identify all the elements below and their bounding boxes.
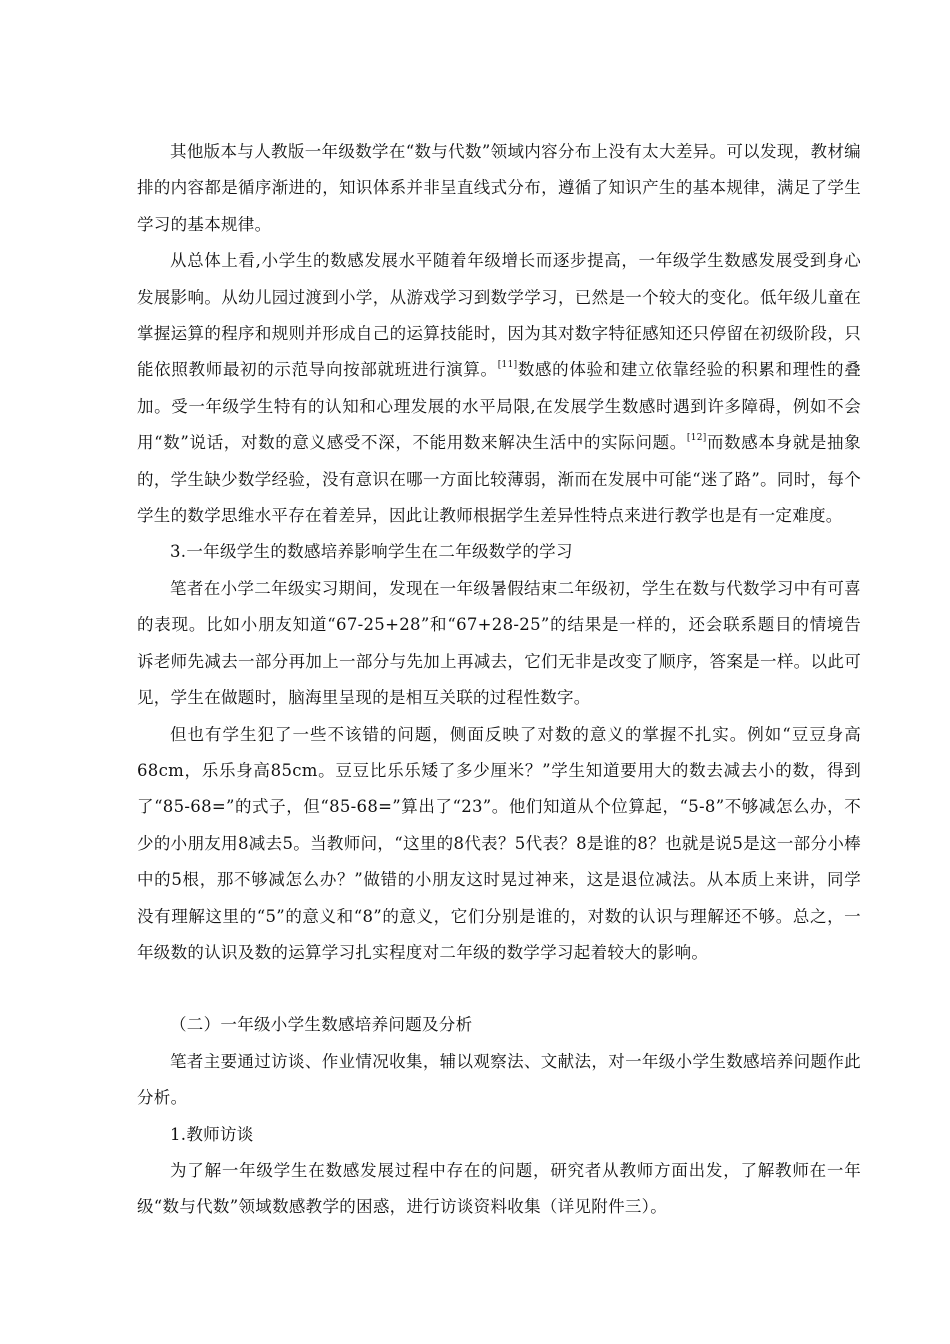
paragraph-research-methods: 笔者主要通过访谈、作业情况收集，辅以观察法、文献法，对一年级小学生数感培养问题作此分析。 (137, 1051, 861, 1108)
paragraph-text-segment: 数感的体验和建立依靠经验的积累和理性的叠加。受一年级学生特有的认知和心理发展的水平局限,在发展学生数感时遇到许多障碍，例如不会用“数”说话，对数的意义感受不深，不能用数来解决生活中的实际问题。 (137, 360, 861, 453)
section-heading-problems-analysis: （二）一年级小学生数感培养问题及分析 (170, 1015, 473, 1035)
paragraph-number-sense-development (137, 243, 861, 534)
paragraph-textbook-comparison: 其他版本与人教版一年级数学在“数与代数”领域内容分布上没有太大差异。可以发现，教材编排的内容都是循序渐进的，知识体系并非呈直线式分布，遵循了知识产生的基本规律，满足了学生学习的基本规律。 (137, 142, 861, 234)
document-body (137, 134, 861, 1226)
paragraph-text-segment: 而数感本身就是抽象的，学生缺少数学经验，没有意识在哪一方面比较薄弱，渐而在发展中可能“迷了路”。同时，每个学生的数学思维水平存在着差异，因此让教师根据学生差异性特点来进行教学也是有一定难度。 (137, 433, 861, 526)
paragraph-interview-purpose: 为了解一年级学生在数感发展过程中存在的问题，研究者从教师方面出发，了解教师在一年级“数与代数”领域数感教学的困惑，进行访谈资料收集（详见附件三）。 (137, 1160, 861, 1217)
paragraph-text-segment: 从总体上看,小学生的数感发展水平随着年级增长而逐步提高，一年级学生数感发展受到身心发展影响。从幼儿园过渡到小学，从游戏学习到数学学习，已然是一个较大的变化。低年级儿童在掌握运算的程序和规则并形成自己的运算技能时，因为其对数字特征感知还只停留在初级阶段，只能依照教师最初的示范导向按部就班进行演算。 (137, 251, 861, 380)
paragraph-subtraction-example: 但也有学生犯了一些不该错的问题，侧面反映了对数的意义的掌握不扎实。例如“豆豆身高68cm，乐乐身高85cm。豆豆比乐乐矮了多少厘米？”学生知道要用大的数去减去小的数，得到了“85-68=”的式子，但“85-68=”算出了“23”。他们知道从个位算起，“5-8”不够减怎么办，不少的小朋友用8减去5。当教师问，“这里的8代表？5代表？8是谁的8？也就是说5是这一部分小棒中的5根，那不够减怎么办？”做错的小朋友这时晃过神来，这是退位减法。从本质上来讲，同学没有理解这里的“5”的意义和“8”的意义，它们分别是谁的，对数的认识与理解还不够。总之，一年级数的认识及数的运算学习扎实程度对二年级的数学学习起着较大的影响。 (137, 724, 861, 962)
section-heading-grade-two-impact: 3.一年级学生的数感培养影响学生在二年级数学的学习 (170, 542, 573, 562)
paragraph-internship-observation: 笔者在小学二年级实习期间，发现在一年级暑假结束二年级初，学生在数与代数学习中有可喜的表现。比如小朋友知道“67-25+28”和“67+28-25”的结果是一样的，还会联系题目的情境告诉老师先减去一部分再加上一部分与先加上再减去，它们无非是改变了顺序，答案是一样。以此可见，学生在做题时，脑海里呈现的是相互关联的过程性数字。 (137, 578, 861, 708)
citation-reference: [12] (686, 432, 707, 443)
section-heading-teacher-interview: 1.教师访谈 (170, 1124, 254, 1144)
citation-reference: [11] (497, 359, 518, 370)
